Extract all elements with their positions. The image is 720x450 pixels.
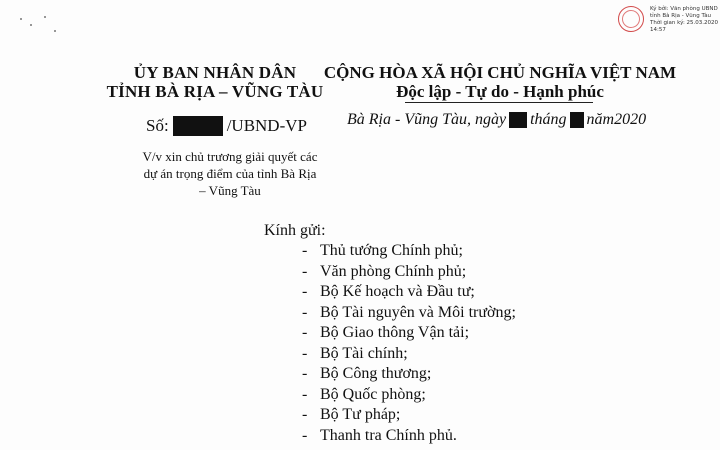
- signature-line: Ký bởi: Văn phòng UBND: [650, 6, 718, 12]
- recipient-name: Bộ Tư pháp;: [320, 406, 401, 423]
- list-dash: -: [302, 324, 308, 341]
- list-dash: -: [302, 283, 308, 300]
- issuing-org-line2: TỈNH BÀ RỊA – VŨNG TÀU: [106, 82, 324, 101]
- recipient-name: Bộ Tài chính;: [320, 344, 408, 362]
- recipient-name: Bộ Giao thông Vận tải;: [320, 324, 470, 341]
- list-dash: -: [302, 344, 308, 362]
- recipient-item: [302, 241, 516, 262]
- recipient-name: Bộ Quốc phòng;: [320, 385, 426, 403]
- recipient-name: Bộ Tài nguyên và Môi trường;: [320, 303, 516, 321]
- issuing-org-line1: ỦY BAN NHÂN DÂN: [133, 63, 297, 82]
- list-dash: -: [302, 365, 308, 382]
- recipient-item: [302, 344, 516, 365]
- recipient-item: [302, 303, 516, 324]
- place-date-line: [347, 111, 646, 129]
- national-title: CỘNG HÒA XÃ HỘI CHỦ NGHĨA VIỆT NAM: [323, 63, 677, 82]
- scan-speck: [44, 16, 46, 18]
- signature-line: Thời gian ký: 25.03.2020: [650, 20, 719, 26]
- scan-speck: [30, 24, 32, 26]
- scan-speck: [54, 30, 56, 32]
- signature-line: tỉnh Bà Rịa - Vũng Tàu: [650, 13, 712, 19]
- recipient-item: [302, 323, 516, 344]
- recipient-name: Thủ tướng Chính phủ;: [320, 242, 463, 259]
- list-dash: -: [302, 385, 308, 403]
- date-year-text: năm2020: [586, 111, 647, 128]
- redacted-day: [509, 112, 527, 128]
- motto-underline: [405, 102, 593, 103]
- list-dash: -: [302, 303, 308, 321]
- recipient-name: Thanh tra Chính phủ.: [320, 426, 457, 444]
- document-number-prefix: Số:: [146, 116, 169, 135]
- recipient-item: [302, 364, 516, 385]
- document-number-suffix: /UBND-VP: [226, 116, 307, 135]
- scan-speck: [20, 18, 22, 20]
- recipient-name: Văn phòng Chính phủ;: [320, 262, 467, 280]
- national-motto: Độc lập - Tự do - Hạnh phúc: [396, 82, 604, 101]
- recipient-name: Bộ Công thương;: [320, 365, 432, 382]
- digital-seal-icon: [618, 6, 644, 32]
- recipients-list: [302, 241, 516, 446]
- digital-signature-info: [650, 6, 718, 34]
- date-month-text: tháng: [530, 111, 567, 128]
- list-dash: -: [302, 262, 308, 280]
- list-dash: -: [302, 242, 308, 259]
- document-subject: V/v xin chủ trương giải quyết các dự án trọng điểm của tỉnh Bà Rịa – Vũng Tàu: [142, 149, 318, 198]
- list-dash: -: [302, 426, 308, 444]
- recipient-name: Bộ Kế hoạch và Đầu tư;: [320, 283, 475, 300]
- recipients-label: Kính gửi:: [264, 222, 326, 239]
- recipient-item: [302, 426, 516, 447]
- recipient-item: [302, 262, 516, 283]
- document-number: [146, 116, 307, 136]
- signature-line: 14:57: [650, 27, 666, 33]
- recipient-item: [302, 282, 516, 303]
- date-place-text: Bà Rịa - Vũng Tàu, ngày: [347, 111, 507, 128]
- redacted-month: [570, 112, 584, 128]
- list-dash: -: [302, 406, 308, 423]
- recipient-item: [302, 385, 516, 406]
- redacted-number: [173, 116, 223, 136]
- recipient-item: [302, 405, 516, 426]
